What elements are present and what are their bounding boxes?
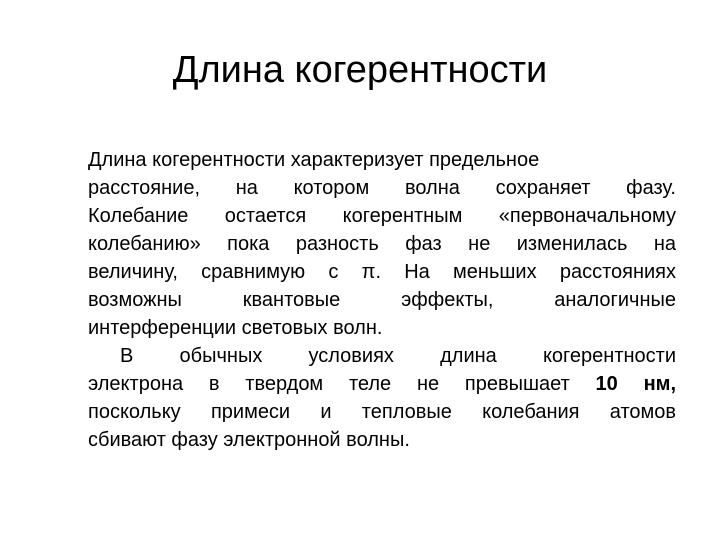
text-line: поскольку примеси и тепловые колебания атомов [88,401,676,423]
text-line: Колебание остается когерентным «первоначальному [88,205,676,227]
text-line: величину, сравнимую с π. На меньших расстояниях [88,261,676,283]
slide-title: Длина когерентности [172,49,548,91]
text-segment: электрона в твердом теле не превышает [88,373,596,395]
text-line: Длина когерентности характеризует предельное [88,149,540,171]
slide-body [88,146,676,454]
text-line: сбивают фазу электронной волны. [88,429,410,451]
text-line: расстояние, на котором волна сохраняет фазу. [88,177,676,199]
text-line: возможны квантовые эффекты, аналогичные [88,289,676,311]
text-line: интерференции световых волн. [88,317,383,339]
text-line: колебанию» пока разность фаз не изменилась на [88,233,676,255]
paragraph-2 [88,342,676,454]
bold-value: 10 нм, [595,373,677,395]
text-line: В обычных условиях длина когерентности [120,345,676,367]
paragraph-1 [88,146,676,342]
text-line-with-bold [88,370,676,398]
